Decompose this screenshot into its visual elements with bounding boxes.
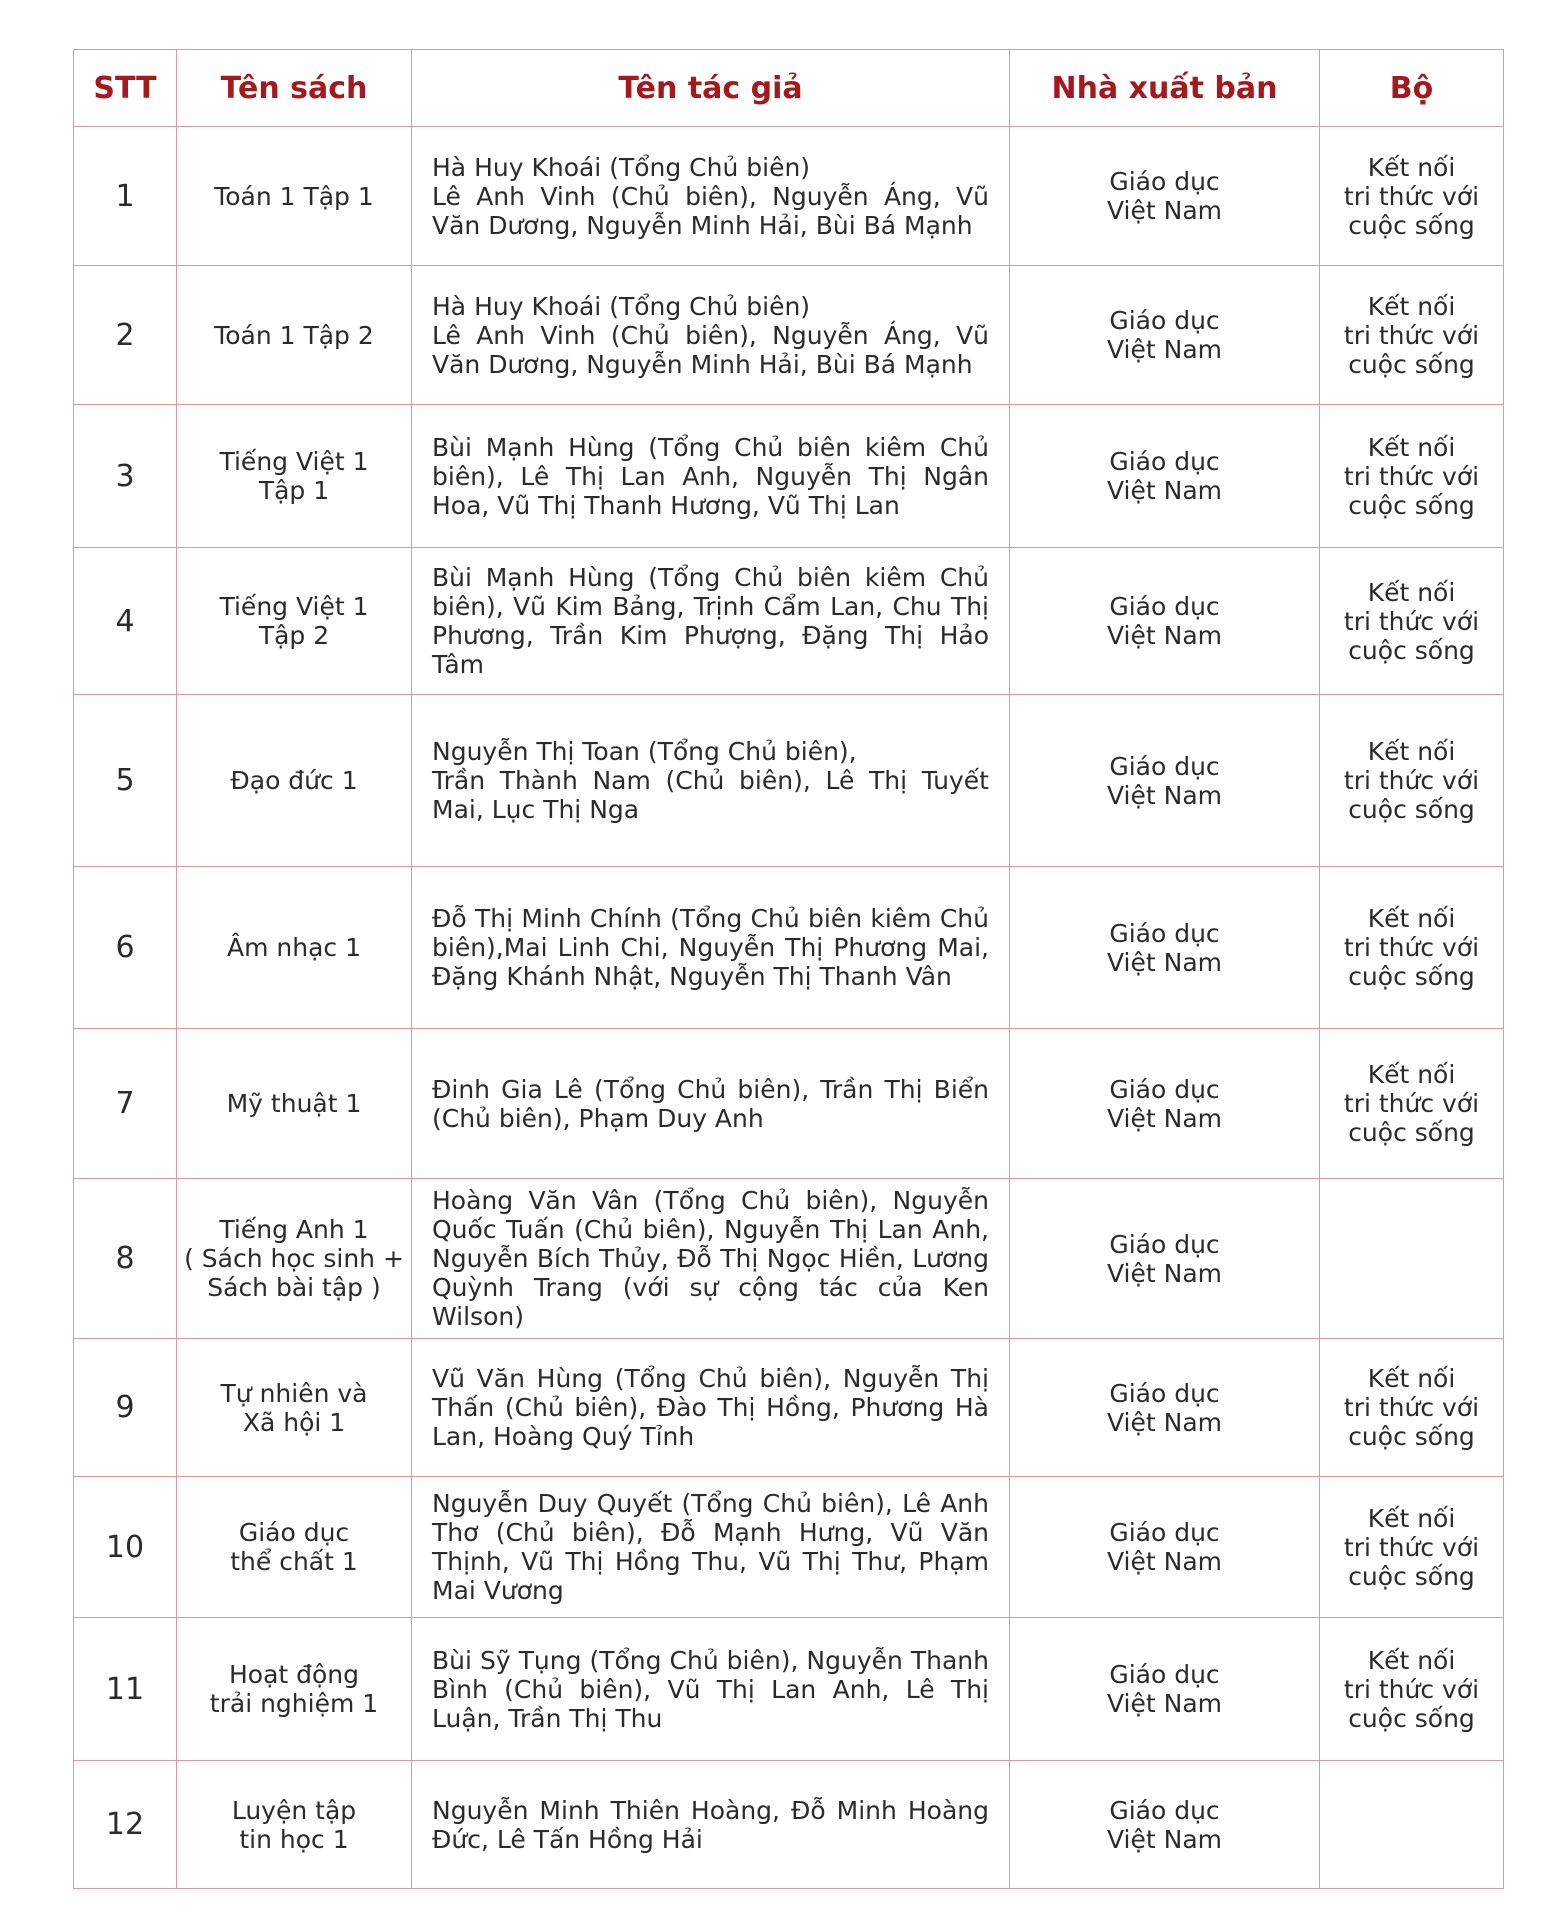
cell-set-line: tri thức với xyxy=(1343,933,1480,962)
cell-authors xyxy=(412,1618,1010,1761)
cell-set-line: tri thức với xyxy=(1343,1393,1480,1422)
cell-stt: 6 xyxy=(74,867,177,1029)
cell-publisher-line: Việt Nam xyxy=(1106,1103,1222,1133)
cell-authors-line: Bùi Mạnh Hùng (Tổng Chủ biên kiêm Chủ biên), Lê Thị Lan Anh, Nguyễn Thị Ngân Hoa, Vũ Thị Thanh Hương, Vũ Thị Lan xyxy=(432,432,989,520)
cell-book-name-line: Toán 1 Tập 1 xyxy=(214,181,374,211)
cell-publisher xyxy=(1010,1477,1320,1618)
cell-book-name-line: Hoạt động xyxy=(228,1660,360,1689)
cell-book-name xyxy=(177,405,412,548)
cell-book-name-line: Tập 1 xyxy=(258,476,330,505)
cell-publisher-line: Việt Nam xyxy=(1106,780,1222,810)
cell-book-name-line: Tập 2 xyxy=(258,621,330,650)
cell-stt: 12 xyxy=(74,1761,177,1889)
cell-book-name xyxy=(177,1339,412,1477)
cell-publisher-line: Việt Nam xyxy=(1106,476,1222,505)
table-row xyxy=(74,1761,1504,1889)
cell-book-name-line: Tiếng Anh 1 xyxy=(219,1215,369,1244)
cell-book-name-line: Đạo đức 1 xyxy=(230,766,358,795)
cell-publisher-line: Giáo dục xyxy=(1109,447,1220,476)
cell-set-line: tri thức với xyxy=(1343,320,1480,350)
cell-stt: 3 xyxy=(74,405,177,548)
cell-authors xyxy=(412,127,1010,266)
textbook-table xyxy=(73,49,1504,1889)
cell-publisher-line: Giáo dục xyxy=(1109,167,1220,196)
cell-set-line: cuộc sống xyxy=(1348,349,1475,379)
cell-authors-line: Đinh Gia Lê (Tổng Chủ biên), Trần Thị Biển (Chủ biên), Phạm Duy Anh xyxy=(432,1074,989,1133)
cell-publisher-line: Giáo dục xyxy=(1109,918,1220,948)
cell-book-name-line: thể chất 1 xyxy=(230,1547,358,1576)
cell-book-name xyxy=(177,548,412,695)
cell-set xyxy=(1320,548,1504,695)
table-row xyxy=(74,127,1504,266)
cell-authors-line: Hà Huy Khoái (Tổng Chủ biên) xyxy=(432,152,811,182)
cell-authors-line: Lê Anh Vinh (Chủ biên), Nguyễn Áng, Vũ Văn Dương, Nguyễn Minh Hải, Bùi Bá Mạnh xyxy=(432,181,989,240)
cell-stt: 2 xyxy=(74,266,177,405)
table-row xyxy=(74,548,1504,695)
cell-publisher xyxy=(1010,266,1320,405)
cell-set-line: Kết nối xyxy=(1367,577,1456,607)
cell-publisher-line: Việt Nam xyxy=(1106,1824,1222,1854)
cell-stt: 7 xyxy=(74,1029,177,1179)
cell-stt: 1 xyxy=(74,127,177,266)
cell-authors xyxy=(412,1339,1010,1477)
table-row xyxy=(74,1339,1504,1477)
cell-book-name xyxy=(177,1618,412,1761)
cell-authors xyxy=(412,695,1010,867)
cell-publisher-line: Việt Nam xyxy=(1106,196,1222,225)
cell-set-line: tri thức với xyxy=(1343,1089,1480,1118)
header-stt: STT xyxy=(74,50,177,127)
cell-set-line: cuộc sống xyxy=(1348,962,1475,991)
cell-book-name-line: Tiếng Việt 1 xyxy=(219,592,369,621)
cell-book-name-line: Tự nhiên và xyxy=(220,1378,368,1408)
cell-authors xyxy=(412,1761,1010,1889)
cell-stt: 5 xyxy=(74,695,177,867)
cell-book-name-line: Luyện tập xyxy=(231,1795,357,1825)
cell-publisher-line: Giáo dục xyxy=(1109,1229,1220,1259)
cell-set-line: cuộc sống xyxy=(1348,1703,1475,1733)
header-publisher: Nhà xuất bản xyxy=(1010,50,1320,127)
cell-publisher-line: Giáo dục xyxy=(1109,1660,1220,1689)
cell-set-line: tri thức với xyxy=(1343,461,1480,491)
header-author-name: Tên tác giả xyxy=(412,50,1010,127)
cell-set-line: tri thức với xyxy=(1343,606,1480,636)
cell-set-line: tri thức với xyxy=(1343,181,1480,211)
cell-set-line: tri thức với xyxy=(1343,1532,1480,1562)
cell-set xyxy=(1320,867,1504,1029)
cell-book-name xyxy=(177,867,412,1029)
cell-authors-line: Nguyễn Thị Toan (Tổng Chủ biên), xyxy=(432,737,857,766)
cell-book-name xyxy=(177,1761,412,1889)
cell-set xyxy=(1320,695,1504,867)
cell-set xyxy=(1320,1179,1504,1339)
cell-publisher xyxy=(1010,695,1320,867)
cell-publisher-line: Việt Nam xyxy=(1106,621,1222,650)
cell-set-line: cuộc sống xyxy=(1348,795,1475,824)
cell-set xyxy=(1320,266,1504,405)
cell-authors-line: Đỗ Thị Minh Chính (Tổng Chủ biên kiêm Chủ biên),Mai Linh Chi, Nguyễn Thị Phương Mai, Đặng Khánh Nhật, Nguyễn Thị Thanh Vân xyxy=(432,904,989,991)
table-row xyxy=(74,867,1504,1029)
cell-set-line: cuộc sống xyxy=(1348,210,1475,240)
cell-stt: 11 xyxy=(74,1618,177,1761)
cell-set-line: tri thức với xyxy=(1343,766,1480,795)
cell-book-name-line: Xã hội 1 xyxy=(242,1407,346,1437)
cell-publisher-line: Việt Nam xyxy=(1106,1407,1222,1437)
cell-book-name-line: Sách bài tập ) xyxy=(207,1273,381,1302)
cell-book-name-line: Âm nhạc 1 xyxy=(226,933,361,962)
cell-publisher xyxy=(1010,867,1320,1029)
cell-set-line: Kết nối xyxy=(1367,291,1456,321)
cell-authors-line: Bùi Mạnh Hùng (Tổng Chủ biên kiêm Chủ biên), Vũ Kim Bảng, Trịnh Cẩm Lan, Chu Thị Phương, Trần Kim Phượng, Đặng Thị Hảo Tâm xyxy=(432,563,989,679)
cell-authors-line: Hoàng Văn Vân (Tổng Chủ biên), Nguyễn Quốc Tuấn (Chủ biên), Nguyễn Thị Lan Anh, Nguyễn Bích Thủy, Đỗ Thị Ngọc Hiền, Lương Quỳnh Trang (với sự cộng tác của Ken Wilson) xyxy=(432,1186,989,1331)
cell-authors-line: Bùi Sỹ Tụng (Tổng Chủ biên), Nguyễn Thanh Bình (Chủ biên), Vũ Thị Lan Anh, Lê Thị Luận, Trần Thị Thu xyxy=(432,1645,989,1733)
cell-authors xyxy=(412,405,1010,548)
cell-book-name xyxy=(177,266,412,405)
cell-authors-line: Trần Thành Nam (Chủ biên), Lê Thị Tuyết Mai, Lục Thị Nga xyxy=(432,766,989,824)
cell-set xyxy=(1320,127,1504,266)
cell-publisher xyxy=(1010,127,1320,266)
cell-book-name-line: trải nghiệm 1 xyxy=(209,1689,379,1718)
cell-stt: 9 xyxy=(74,1339,177,1477)
cell-authors-line: Nguyễn Minh Thiên Hoàng, Đỗ Minh Hoàng Đức, Lê Tấn Hồng Hải xyxy=(432,1795,989,1854)
cell-publisher-line: Giáo dục xyxy=(1109,306,1220,335)
cell-set xyxy=(1320,405,1504,548)
cell-authors xyxy=(412,548,1010,695)
cell-set-line: Kết nối xyxy=(1367,1364,1456,1393)
table-row xyxy=(74,266,1504,405)
cell-publisher xyxy=(1010,1339,1320,1477)
cell-authors xyxy=(412,266,1010,405)
cell-publisher-line: Việt Nam xyxy=(1106,947,1222,977)
header-row xyxy=(74,50,1504,127)
cell-book-name-line: Giáo dục xyxy=(238,1518,350,1547)
cell-set-line: cuộc sống xyxy=(1348,635,1475,665)
cell-publisher xyxy=(1010,548,1320,695)
cell-book-name xyxy=(177,1029,412,1179)
cell-authors-line: Lê Anh Vinh (Chủ biên), Nguyễn Áng, Vũ Văn Dương, Nguyễn Minh Hải, Bùi Bá Mạnh xyxy=(432,320,989,379)
cell-stt: 4 xyxy=(74,548,177,695)
cell-set-line: Kết nối xyxy=(1367,1060,1456,1089)
table-row xyxy=(74,405,1504,548)
cell-set xyxy=(1320,1029,1504,1179)
cell-book-name xyxy=(177,695,412,867)
table-row xyxy=(74,1477,1504,1618)
header-set: Bộ xyxy=(1320,50,1504,127)
cell-stt: 8 xyxy=(74,1179,177,1339)
header-book-name: Tên sách xyxy=(177,50,412,127)
cell-publisher-line: Giáo dục xyxy=(1109,1518,1220,1547)
table-row xyxy=(74,1179,1504,1339)
cell-set-line: Kết nối xyxy=(1367,1503,1456,1533)
cell-publisher-line: Giáo dục xyxy=(1109,592,1220,621)
cell-publisher-line: Việt Nam xyxy=(1106,335,1222,364)
cell-set-line: Kết nối xyxy=(1367,1645,1456,1675)
cell-book-name-line: Tiếng Việt 1 xyxy=(219,447,369,476)
cell-stt: 10 xyxy=(74,1477,177,1618)
cell-publisher xyxy=(1010,1761,1320,1889)
cell-publisher-line: Việt Nam xyxy=(1106,1547,1222,1576)
cell-authors-line: Vũ Văn Hùng (Tổng Chủ biên), Nguyễn Thị Thấn (Chủ biên), Đào Thị Hồng, Phương Hà Lan, Hoàng Quý Tỉnh xyxy=(432,1364,989,1451)
cell-publisher-line: Giáo dục xyxy=(1109,1074,1220,1104)
cell-authors-line: Hà Huy Khoái (Tổng Chủ biên) xyxy=(432,291,811,321)
cell-set-line: tri thức với xyxy=(1343,1674,1480,1704)
cell-set-line: cuộc sống xyxy=(1348,1422,1475,1451)
cell-set-line: Kết nối xyxy=(1367,432,1456,462)
cell-publisher xyxy=(1010,405,1320,548)
cell-authors xyxy=(412,1179,1010,1339)
cell-publisher-line: Việt Nam xyxy=(1106,1689,1222,1718)
cell-authors-line: Nguyễn Duy Quyết (Tổng Chủ biên), Lê Anh Thơ (Chủ biên), Đỗ Mạnh Hưng, Vũ Văn Thịnh, Vũ Thị Hồng Thu, Vũ Thị Thư, Phạm Mai Vương xyxy=(432,1489,989,1605)
cell-set-line: cuộc sống xyxy=(1348,490,1475,520)
cell-set-line: cuộc sống xyxy=(1348,1561,1475,1591)
table-row xyxy=(74,695,1504,867)
cell-set xyxy=(1320,1339,1504,1477)
cell-book-name-line: ( Sách học sinh + xyxy=(184,1244,404,1273)
cell-publisher xyxy=(1010,1179,1320,1339)
table-row xyxy=(74,1029,1504,1179)
cell-set xyxy=(1320,1618,1504,1761)
cell-publisher xyxy=(1010,1029,1320,1179)
cell-book-name xyxy=(177,127,412,266)
cell-book-name-line: Mỹ thuật 1 xyxy=(226,1089,362,1118)
cell-book-name-line: tin học 1 xyxy=(239,1824,349,1854)
cell-set-line: Kết nối xyxy=(1367,904,1456,933)
cell-book-name xyxy=(177,1477,412,1618)
table-row xyxy=(74,1618,1504,1761)
table-body xyxy=(74,127,1504,1889)
cell-publisher-line: Giáo dục xyxy=(1109,1378,1220,1408)
cell-set-line: cuộc sống xyxy=(1348,1118,1475,1147)
cell-publisher-line: Việt Nam xyxy=(1106,1258,1222,1288)
cell-authors xyxy=(412,1029,1010,1179)
cell-authors xyxy=(412,1477,1010,1618)
cell-publisher xyxy=(1010,1618,1320,1761)
cell-set xyxy=(1320,1761,1504,1889)
cell-publisher-line: Giáo dục xyxy=(1109,751,1220,781)
cell-publisher-line: Giáo dục xyxy=(1109,1795,1220,1825)
cell-set xyxy=(1320,1477,1504,1618)
cell-authors xyxy=(412,867,1010,1029)
cell-book-name xyxy=(177,1179,412,1339)
cell-set-line: Kết nối xyxy=(1367,152,1456,182)
cell-book-name-line: Toán 1 Tập 2 xyxy=(214,320,374,350)
cell-set-line: Kết nối xyxy=(1367,737,1456,766)
